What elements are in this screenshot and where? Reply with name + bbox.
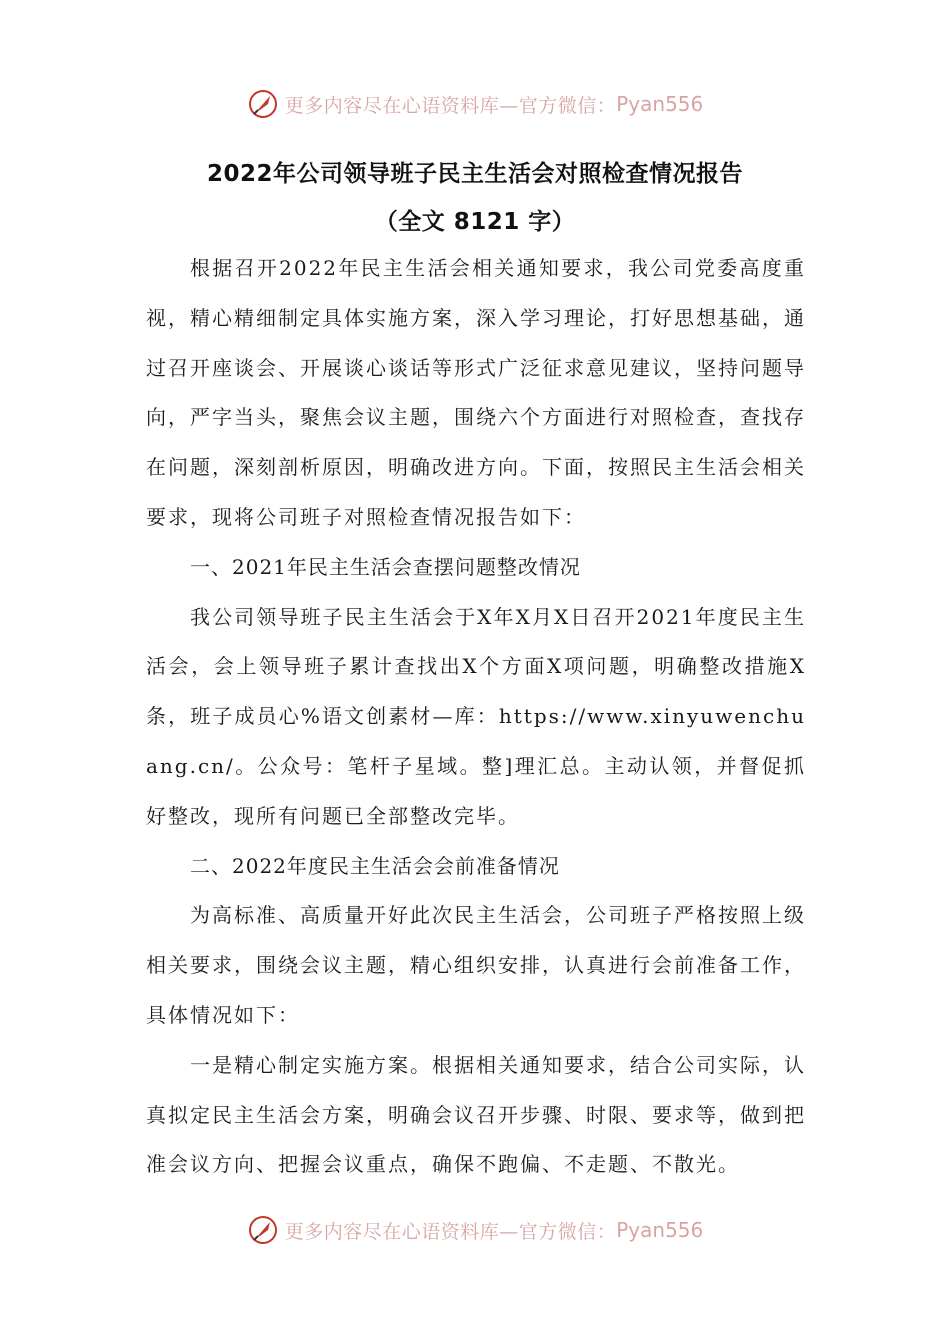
paragraph-intro: 根据召开2022年民主生活会相关通知要求，我公司党委高度重视，精心精细制定具体实施方案，深入学习理论，打好思想基础，通过召开座谈会、开展谈心谈话等形式广泛征求意见建议，坚持问题导向，严字当头，聚焦会议主题，围绕六个方面进行对照检查，查找存在问题，深刻剖析原因，明确改进方向。下面，按照民主生活会相关要求，现将公司班子对照检查情况报告如下： [146, 256, 806, 529]
section-heading-1: 一、2021年民主生活会查摆问题整改情况 [190, 554, 581, 579]
document-subtitle: （全文 8121 字） [374, 209, 576, 235]
document-title: 2022年公司领导班子民主生活会对照检查情况报告 [206, 161, 743, 187]
paragraph-preparation: 为高标准、高质量开好此次民主生活会，公司班子严格按照上级相关要求，围绕会议主题，精心组织安排，认真进行会前准备工作，具体情况如下： [146, 903, 806, 1027]
quill-logo-icon [247, 88, 279, 120]
watermark-text: 更多内容尽在心语资料库—官方微信： [284, 1220, 617, 1243]
watermark-wechat-id: Pyan556 [616, 92, 704, 116]
paragraph-rectification: 我公司领导班子民主生活会于X年X月X日召开2021年度民主生活会，会上领导班子累计查找出X个方面X项问题，明确整改措施X条，班子成员心%语文创素材—库：https://www.xinyuwenchuang.cn/。公众号：笔杆子星域。整]理汇总。主动认领，并督促抓好整改，现所有问题已全部整改完毕。 [146, 604, 806, 828]
watermark-footer [0, 1210, 950, 1250]
paragraph-plan: 一是精心制定实施方案。根据相关通知要求，结合公司实际，认真拟定民主生活会方案，明确会议召开步骤、时限、要求等，做到把准会议方向、把握会议重点，确保不跑偏、不走题、不散光。 [146, 1052, 806, 1177]
watermark-wechat-id: Pyan556 [616, 1218, 704, 1242]
watermark-header [0, 84, 950, 124]
document-body [146, 244, 806, 1190]
watermark-text: 更多内容尽在心语资料库—官方微信： [284, 94, 617, 117]
quill-logo-icon [247, 1214, 279, 1246]
section-heading-2: 二、2022年度民主生活会会前准备情况 [190, 853, 560, 878]
